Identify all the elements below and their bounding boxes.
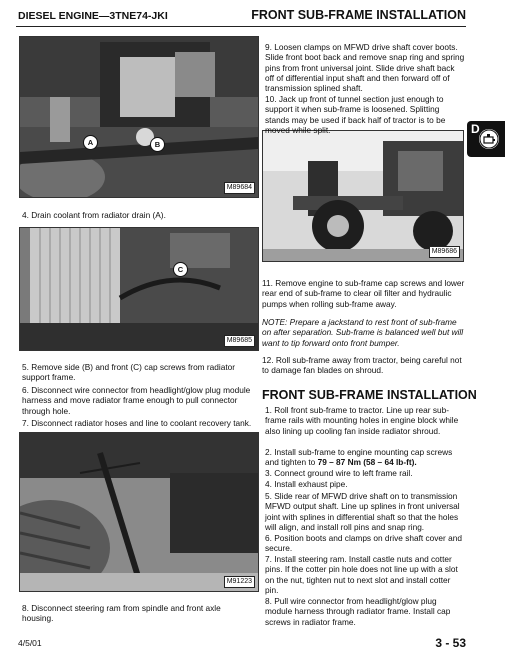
install-step-8: 8. Pull wire connector from headlight/glow plug module harness through radiator frame. Install cap screws in radiator frame. — [265, 596, 451, 627]
running-header-right: FRONT SUB-FRAME INSTALLATION — [251, 8, 466, 22]
photo-radiator — [19, 227, 259, 351]
running-header-left: DIESEL ENGINE—3TNE74-JKI — [18, 10, 168, 22]
step-7: 7. Disconnect radiator hoses and line to coolant recovery tank. — [22, 418, 252, 428]
callout-b: B — [150, 137, 165, 152]
header-rule — [16, 26, 466, 27]
photo-steering-ram — [19, 432, 259, 592]
photo-drive-shaft — [19, 36, 259, 198]
step-4: 4. Drain coolant from radiator drain (A). — [22, 210, 166, 220]
figure-code: M89686 — [429, 246, 460, 258]
engine-icon — [479, 129, 499, 149]
figure-code: M89684 — [224, 182, 255, 194]
step-8: 8. Disconnect steering ram from spindle and front axle housing. — [22, 603, 221, 624]
install-step-4: 4. Install exhaust pipe. — [265, 479, 348, 489]
photo-tractor-split — [262, 130, 464, 262]
torque-spec: 79 – 87 Nm (58 – 64 lb-ft). — [317, 457, 417, 468]
callout-c: C — [173, 262, 188, 277]
install-step-7: 7. Install steering ram. Install castle nuts and cotter pins. If the cotter pin hole does not line up with a slot on the nut, tighten nut to next slot and install cotter pin. — [265, 554, 458, 595]
page-number: 3 - 53 — [435, 636, 466, 650]
step-5: 5. Remove side (B) and front (C) cap screws from radiator support frame. — [22, 362, 236, 383]
step-11: 11. Remove engine to sub-frame cap screws and lower rear end of sub-frame to clear oil filter and hydraulic pumps when rolling sub-frame away. — [262, 278, 465, 309]
step-9: 9. Loosen clamps on MFWD drive shaft cover boots. Slide front boot back and remove snap ring and spring pins from front universal joint. Slide drive shaft back off of differential input shaft and then forward off of transmission splined shaft. — [265, 42, 465, 94]
callout-a: A — [83, 135, 98, 150]
step-12: 12. Roll sub-frame away from tractor, being careful not to damage fan blades on shroud. — [262, 355, 462, 376]
install-step-5: 5. Slide rear of MFWD drive shaft on to transmission MFWD output shaft. Line up splines in front universal joint with splines in differential shaft so that the holes will align, and install roll pins and snap ring. — [265, 491, 460, 532]
step-10: 10. Jack up front of tunnel section just enough to support it when sub-frame is loosened. Splitting stands may be used if back half of tractor is to be moved while split. — [265, 94, 446, 135]
section-letter: D — [471, 122, 480, 136]
figure-code: M89685 — [224, 335, 255, 347]
footer-date: 4/5/01 — [18, 638, 42, 648]
install-step-2-text: 2. Install sub-frame to engine mounting cap screws and tighten to — [265, 447, 453, 468]
step-6: 6. Disconnect wire connector from headlight/glow plug module harness and move radiator frame enough to pull connector through hole. — [22, 385, 251, 416]
install-step-6: 6. Position boots and clamps on drive shaft cover and secure. — [265, 533, 462, 554]
figure-code: M91223 — [224, 576, 255, 588]
install-step-2 — [265, 447, 465, 468]
section-tab — [467, 121, 505, 157]
install-step-1: 1. Roll front sub-frame to tractor. Line up rear sub-frame rails with mounting holes in engine block while also lining up cooling fan inside radiator shroud. — [265, 405, 459, 436]
note: NOTE: Prepare a jackstand to rest front of sub-frame on after separation. Sub-frame is balanced well but will want to tip forward onto front bumper. — [262, 317, 464, 348]
install-step-3: 3. Connect ground wire to left frame rail. — [265, 468, 413, 478]
section-heading: FRONT SUB-FRAME INSTALLATION — [262, 388, 477, 402]
